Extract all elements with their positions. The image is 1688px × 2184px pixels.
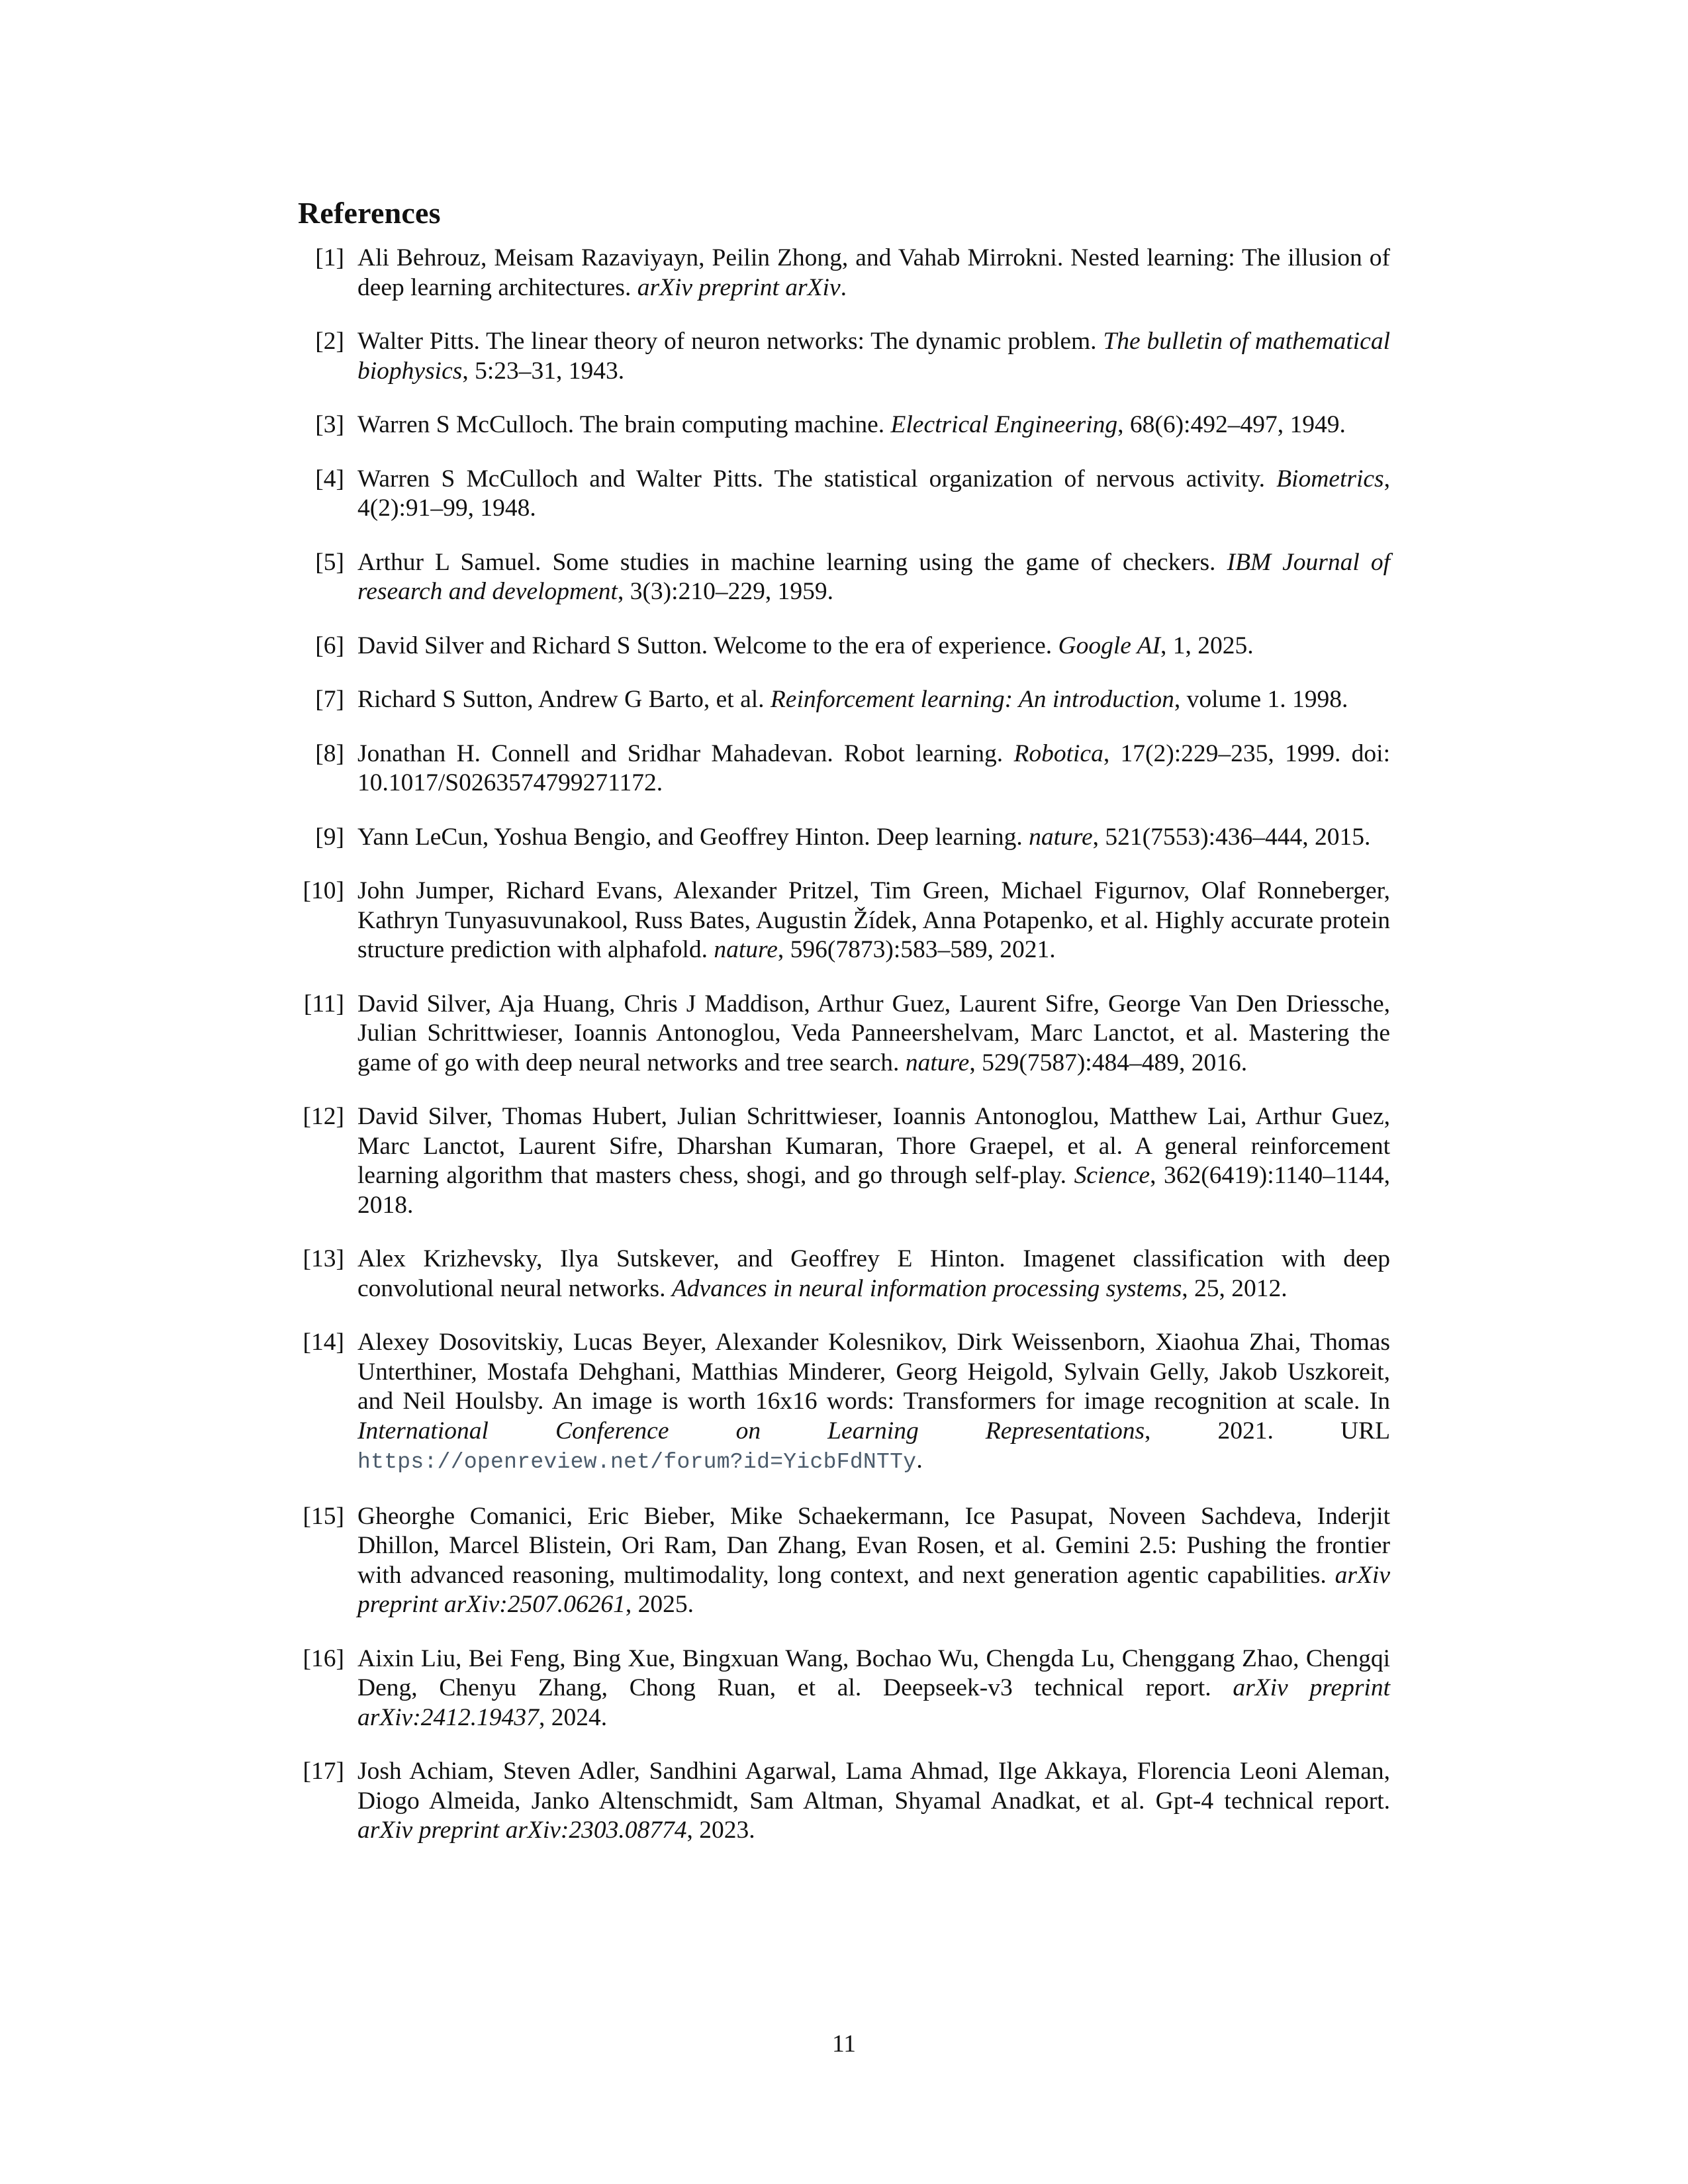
reference-venue: Science (1074, 1162, 1150, 1189)
reference-number: [2] (315, 328, 344, 355)
section-title: References (298, 196, 441, 230)
reference-url-link[interactable]: https://openreview.net/forum?id=YicbFdNTTy (357, 1450, 917, 1474)
reference-item (298, 1102, 1390, 1220)
reference-venue: Electrical Engineering (890, 411, 1118, 438)
reference-item (298, 990, 1390, 1078)
reference-venue: Biometrics (1276, 465, 1384, 493)
reference-tail: . (916, 1447, 923, 1474)
reference-text (357, 1245, 1390, 1304)
reference-authors-title: Warren S McCulloch. The brain computing machine. (357, 411, 891, 438)
reference-authors-title: David Silver, Thomas Hubert, Julian Schrittwieser, Ioannis Antonoglou, Matthew Lai, Arthur Guez, Marc Lanctot, Laurent Sifre, Dharshan Kumaran, Thore Graepel, et al. A general reinforcement learning algorithm that masters chess, shogi, and go through self-play. (357, 1103, 1390, 1189)
reference-details: , 1, 2025. (1160, 632, 1254, 659)
page-content (298, 195, 1390, 1870)
reference-number: [16] (303, 1644, 344, 1672)
reference-item (298, 410, 1390, 440)
reference-authors-title: Ali Behrouz, Meisam Razaviyayn, Peilin Zhong, and Vahab Mirrokni. Nested learning: The illusion of deep learning architectures. (357, 244, 1390, 301)
reference-text (357, 244, 1390, 303)
reference-item (298, 1644, 1390, 1733)
reference-details: , 5:23–31, 1943. (462, 357, 625, 385)
reference-details: , 2025. (625, 1591, 694, 1618)
reference-authors-title: Arthur L Samuel. Some studies in machine learning using the game of checkers. (357, 548, 1227, 576)
reference-text (357, 465, 1390, 524)
reference-details: , 529(7587):484–489, 2016. (969, 1049, 1248, 1076)
reference-number: [12] (303, 1103, 344, 1130)
reference-text (357, 990, 1390, 1078)
reference-venue: arXiv preprint arXiv (637, 273, 841, 301)
reference-venue: nature (714, 936, 778, 963)
reference-venue: Robotica (1013, 739, 1103, 767)
reference-authors-title: Gheorghe Comanici, Eric Bieber, Mike Schaekermann, Ice Pasupat, Noveen Sachdeva, Inderjit Dhillon, Marcel Blistein, Ori Ram, Dan Zhang, Evan Rosen, et al. Gemini 2.5: Pushing the frontier with advanced reasoning, multimodality, long context, and next generation agentic capabilities. (357, 1502, 1390, 1589)
reference-text (357, 1757, 1390, 1846)
reference-authors-title: Yann LeCun, Yoshua Bengio, and Geoffrey Hinton. Deep learning. (357, 823, 1029, 851)
reference-item (298, 465, 1390, 524)
reference-authors-title: Aixin Liu, Bei Feng, Bing Xue, Bingxuan Wang, Bochao Wu, Chengda Lu, Chenggang Zhao, Chengqi Deng, Chenyu Zhang, Chong Ruan, et al. Deepseek-v3 technical report. (357, 1644, 1390, 1701)
reference-details: , 2024. (538, 1703, 608, 1731)
reference-authors-title: Josh Achiam, Steven Adler, Sandhini Agarwal, Lama Ahmad, Ilge Akkaya, Florencia Leoni Aleman, Diogo Almeida, Janko Altenschmidt, Sam Altman, Shyamal Anadkat, et al. Gpt-4 technical report. (357, 1758, 1390, 1815)
reference-number: [9] (315, 823, 344, 851)
reference-details: , 25, 2012. (1182, 1274, 1288, 1302)
reference-venue: nature (905, 1049, 970, 1076)
reference-venue: Google AI (1058, 632, 1160, 659)
page-number: 11 (831, 2030, 857, 2058)
reference-number: [15] (303, 1502, 344, 1530)
reference-text (357, 1328, 1390, 1478)
reference-number: [13] (303, 1245, 344, 1272)
reference-item (298, 739, 1390, 798)
reference-authors-title: David Silver, Aja Huang, Chris J Maddison, Arthur Guez, Laurent Sifre, George Van Den Driessche, Julian Schrittwieser, Ioannis Antonoglou, Veda Panneershelvam, Marc Lanctot, et al. Mastering the game of go with deep neural networks and tree search. (357, 990, 1390, 1076)
reference-venue: International Conference on Learning Representations (357, 1417, 1145, 1445)
reference-item (298, 1502, 1390, 1620)
reference-venue: Advances in neural information processing systems (671, 1274, 1182, 1302)
reference-authors-title: Alexey Dosovitskiy, Lucas Beyer, Alexander Kolesnikov, Dirk Weissenborn, Xiaohua Zhai, Thomas Unterthiner, Mostafa Dehghani, Matthias Minderer, Georg Heigold, Sylvain Gelly, Jakob Uszkoreit, and Neil Houlsby. An image is worth 16x16 words: Transformers for image recognition at scale. In (357, 1329, 1390, 1415)
reference-details: , 2021. URL (1145, 1417, 1391, 1445)
reference-venue: Reinforcement learning: An introduction (770, 686, 1174, 713)
reference-list (298, 244, 1390, 1846)
reference-text (357, 823, 1390, 853)
reference-details: , 521(7553):436–444, 2015. (1092, 823, 1371, 851)
reference-details: , volume 1. 1998. (1174, 686, 1348, 713)
reference-number: [1] (315, 244, 344, 271)
reference-authors-title: Alex Krizhevsky, Ilya Sutskever, and Geoffrey E Hinton. Imagenet classification with deep convolutional neural networks. (357, 1245, 1390, 1302)
reference-number: [6] (315, 632, 344, 659)
reference-authors-title: John Jumper, Richard Evans, Alexander Pritzel, Tim Green, Michael Figurnov, Olaf Ronneberger, Kathryn Tunyasuvunakool, Russ Bates, Augustin Žídek, Anna Potapenko, et al. Highly accurate protein structure prediction with alphafold. (357, 877, 1390, 963)
reference-authors-title: Walter Pitts. The linear theory of neuron networks: The dynamic problem. (357, 328, 1103, 355)
reference-number: [3] (315, 411, 344, 438)
reference-details: , 362(6419):1140–1144, 2018. (357, 1162, 1390, 1219)
reference-item (298, 823, 1390, 853)
reference-venue: nature (1029, 823, 1093, 851)
reference-details: , 2023. (686, 1817, 755, 1844)
reference-number: [17] (303, 1758, 344, 1785)
reference-venue: arXiv preprint arXiv:2303.08774 (357, 1817, 687, 1844)
reference-text (357, 1502, 1390, 1620)
reference-details: , 68(6):492–497, 1949. (1117, 411, 1346, 438)
reference-text (357, 327, 1390, 386)
reference-item (298, 548, 1390, 607)
reference-item (298, 877, 1390, 965)
reference-item (298, 685, 1390, 715)
reference-details: . (840, 273, 847, 301)
reference-venue: IBM Journal of research and development (357, 548, 1390, 605)
reference-number: [4] (315, 465, 344, 493)
reference-item (298, 244, 1390, 303)
reference-authors-title: Jonathan H. Connell and Sridhar Mahadevan. Robot learning. (357, 739, 1014, 767)
reference-details: , 17(2):229–235, 1999. doi: 10.1017/S0263574799271172. (357, 739, 1390, 796)
reference-details: , 596(7873):583–589, 2021. (777, 936, 1056, 963)
reference-text (357, 1102, 1390, 1220)
reference-authors-title: Richard S Sutton, Andrew G Barto, et al. (357, 686, 771, 713)
reference-details: , 3(3):210–229, 1959. (617, 578, 833, 605)
reference-item (298, 632, 1390, 661)
reference-authors-title: Warren S McCulloch and Walter Pitts. The statistical organization of nervous activity. (357, 465, 1277, 493)
reference-number: [5] (315, 548, 344, 576)
reference-text (357, 739, 1390, 798)
reference-text (357, 877, 1390, 965)
reference-number: [11] (303, 990, 344, 1018)
reference-item (298, 1328, 1390, 1478)
reference-number: [14] (303, 1329, 344, 1356)
reference-item (298, 327, 1390, 386)
reference-details: , 4(2):91–99, 1948. (357, 465, 1390, 522)
reference-text (357, 548, 1390, 607)
reference-venue: arXiv preprint arXiv:2412.19437 (357, 1674, 1391, 1731)
reference-text (357, 410, 1390, 440)
reference-venue: The bulletin of mathematical biophysics (357, 328, 1390, 385)
reference-number: [8] (315, 739, 344, 767)
reference-item (298, 1757, 1390, 1846)
reference-text (357, 632, 1390, 661)
reference-text (357, 1644, 1390, 1733)
reference-item (298, 1245, 1390, 1304)
reference-number: [10] (303, 877, 344, 904)
reference-text (357, 685, 1390, 715)
reference-authors-title: David Silver and Richard S Sutton. Welcome to the era of experience. (357, 632, 1058, 659)
reference-number: [7] (315, 686, 344, 713)
reference-venue: arXiv preprint arXiv:2507.06261 (357, 1561, 1390, 1618)
